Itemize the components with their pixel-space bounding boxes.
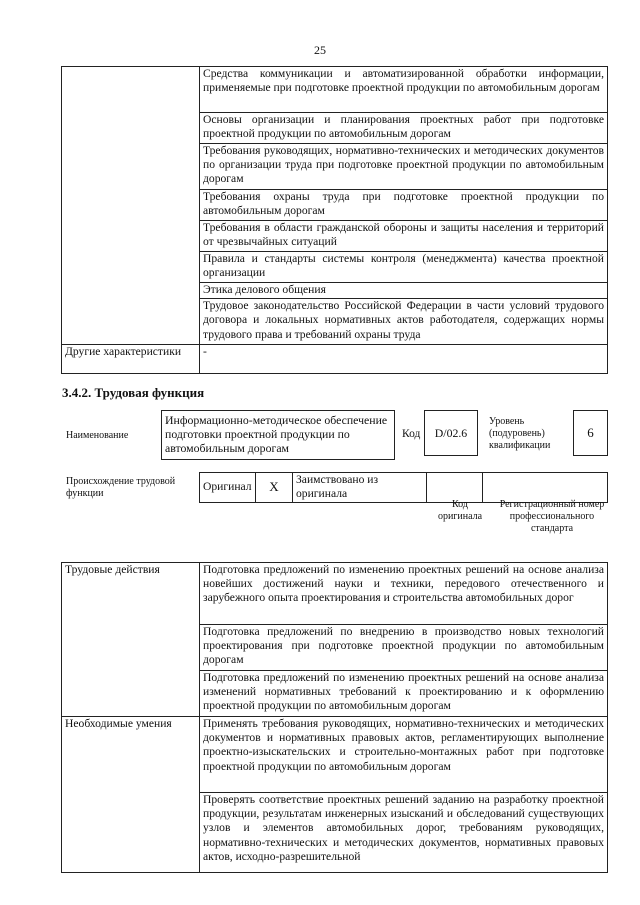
other-characteristics-label: Другие характеристики — [62, 345, 200, 374]
qualification-level-box: 6 — [573, 410, 608, 456]
code-value-box: D/02.6 — [424, 410, 478, 456]
knowledge-item: Требования руководящих, нормативно-технических и методических документов по организации труда при подготовке проектной продукции по автомобильным дорогам — [200, 144, 608, 190]
labor-action-item: Подготовка предложений по изменению проектных решений на основе анализа изменений нормативных требований к проектированию и к оформлению проектной продукции по автомобильным дорогам — [200, 671, 608, 717]
labor-action-item: Подготовка предложений по внедрению в производство новых технологий проектирования при подготовке проектной продукции по автомобильным дорогам — [200, 625, 608, 671]
name-label: Наименование — [66, 430, 129, 441]
labor-action-item: Подготовка предложений по изменению проектных решений на основе анализа новейших достижений науки и техники, передового отечественного и зарубежного опыта проектирования и строительства автомобильных дорог — [200, 563, 608, 625]
labor-actions-table — [61, 562, 608, 873]
knowledge-item: Средства коммуникации и автоматизированной обработки информации, применяемые при подготовке проектной продукции по автомобильным дорогам — [200, 67, 608, 113]
knowledge-item: Правила и стандарты системы контроля (менеджмента) качества проектной организации — [200, 252, 608, 283]
skills-label: Необходимые умения — [62, 717, 200, 873]
skill-item: Проверять соответствие проектных решений заданию на разработку проектной продукции, результатам инженерных изысканий и обследований существующих узлов и элементов автомобильных дорог, требованиям руководящих, нормативно-технических и методических документов, нормативных правовых актов, исходно-разрешительной — [200, 793, 608, 873]
knowledge-item: Требования охраны труда при подготовке проектной продукции по автомобильным дорогам — [200, 190, 608, 221]
original-mark: X — [256, 473, 293, 503]
knowledge-item: Трудовое законодательство Российской Федерации в части условий трудового договора и локальных нормативных актов работодателя, содержащих нормы трудового права и требований охраны труда — [200, 299, 608, 345]
skill-item: Применять требования руководящих, нормативно-технических и методических документов и нормативных правовых актов, регламентирующих выполнение проектно-изыскательских и строительно-монтажных работ при подготовке проектной продукции по автомобильным дорогам — [200, 717, 608, 793]
requirements-table — [61, 66, 608, 374]
borrowed-label: Заимствовано из оригинала — [293, 473, 427, 503]
other-characteristics-value: - — [200, 345, 608, 374]
left-empty-cell — [62, 67, 200, 345]
original-label: Оригинал — [200, 473, 256, 503]
reg-number-label: Регистрационный номер профессионального стандарта — [499, 499, 605, 534]
knowledge-item: Основы организации и планирования проектных работ при подготовке проектной продукции по автомобильным дорогам — [200, 113, 608, 144]
code-label: Код — [402, 428, 421, 440]
labor-actions-label: Трудовые действия — [62, 563, 200, 717]
qualification-level-label: Уровень (подуровень) квалификации — [489, 416, 551, 451]
origin-label: Происхождение трудовой функции — [66, 476, 176, 499]
function-name-box: Информационно-методическое обеспечение подготовки проектной продукции по автомобильным дорогам — [161, 410, 395, 460]
knowledge-item: Требования в области гражданской обороны и защиты населения и территорий от чрезвычайных ситуаций — [200, 221, 608, 252]
knowledge-item: Этика делового общения — [200, 283, 608, 299]
page-number: 25 — [314, 43, 326, 57]
section-heading: 3.4.2. Трудовая функция — [62, 385, 205, 400]
code-original-label: Код оригинала — [437, 499, 483, 522]
